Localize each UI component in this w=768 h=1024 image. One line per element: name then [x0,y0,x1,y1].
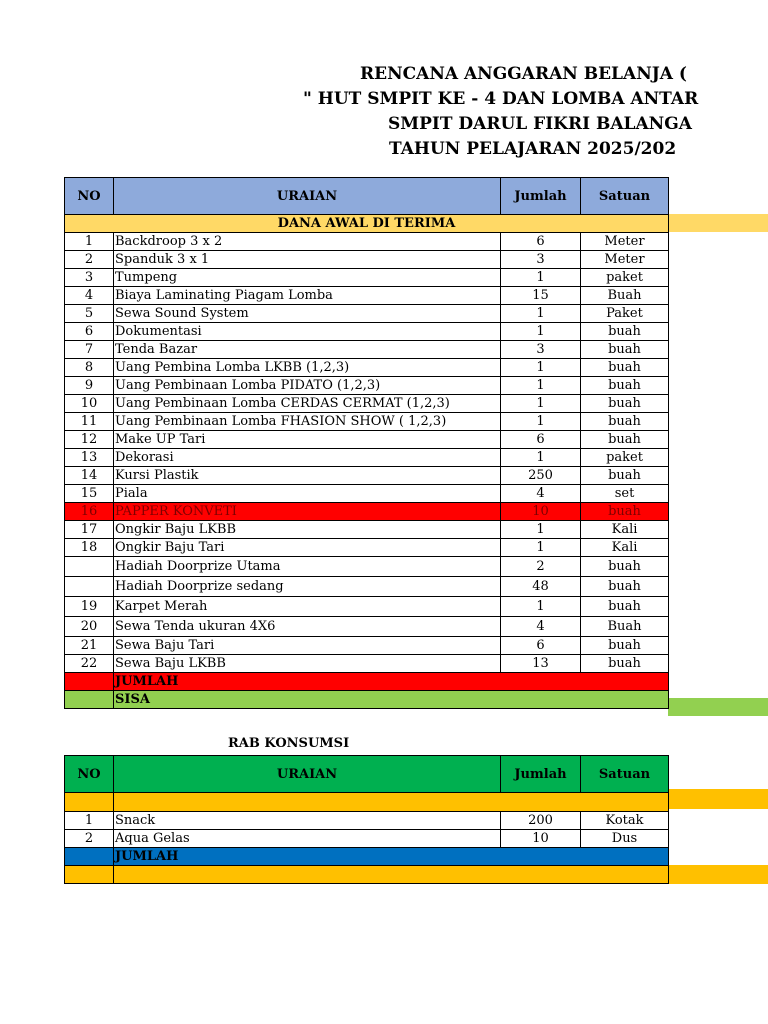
empty-cell [114,866,669,884]
row-jumlah: 4 [501,485,581,503]
jumlah-row [65,673,669,691]
row-no: 15 [65,485,114,503]
row-uraian: Hadiah Doorprize sedang [114,577,501,597]
row-no: 1 [65,812,114,830]
row-satuan: buah [581,413,669,431]
konsumsi-bottom-band-extension [668,865,768,884]
row-uraian: Make UP Tari [114,431,501,449]
row-uraian: Tenda Bazar [114,341,501,359]
row-no: 10 [65,395,114,413]
table-row [65,431,669,449]
row-satuan: set [581,485,669,503]
row-uraian: Dokumentasi [114,323,501,341]
row-no: 6 [65,323,114,341]
table-row [65,597,669,617]
row-uraian: Tumpeng [114,269,501,287]
section-label: DANA AWAL DI TERIMA [65,215,669,233]
row-satuan: buah [581,577,669,597]
row-satuan: buah [581,503,669,521]
row-uraian: Uang Pembinaan Lomba CERDAS CERMAT (1,2,3) [114,395,501,413]
row-uraian: Uang Pembinaan Lomba FHASION SHOW ( 1,2,3) [114,413,501,431]
row-jumlah: 1 [501,449,581,467]
row-jumlah: 1 [501,305,581,323]
row-jumlah: 6 [501,233,581,251]
row-jumlah: 250 [501,467,581,485]
section-band-extension [668,214,768,232]
row-satuan: Meter [581,233,669,251]
row-satuan: buah [581,377,669,395]
budget-table [64,177,669,709]
row-no: 20 [65,617,114,637]
row-satuan: buah [581,323,669,341]
row-uraian: Kursi Plastik [114,467,501,485]
table-row [65,655,669,673]
konsumsi-title: RAB KONSUMSI [228,736,350,751]
table-row [65,812,669,830]
row-satuan: paket [581,449,669,467]
header-uraian: URAIAN [114,756,501,793]
row-jumlah: 4 [501,617,581,637]
row-uraian: Spanduk 3 x 1 [114,251,501,269]
row-no: 22 [65,655,114,673]
table-row [65,305,669,323]
row-no: 21 [65,637,114,655]
table-row [65,449,669,467]
row-no: 2 [65,830,114,848]
row-uraian: PAPPER KONVETI [114,503,501,521]
row-uraian: Uang Pembinaan Lomba PIDATO (1,2,3) [114,377,501,395]
empty-cell [65,793,114,812]
table-row [65,467,669,485]
row-satuan: buah [581,467,669,485]
row-jumlah: 1 [501,521,581,539]
row-uraian: Sewa Sound System [114,305,501,323]
jumlah-label: JUMLAH [114,848,669,866]
row-no: 4 [65,287,114,305]
empty-cell [65,673,114,691]
row-jumlah: 1 [501,269,581,287]
empty-cell [65,691,114,709]
empty-cell [65,866,114,884]
row-no: 16 [65,503,114,521]
title-line-4: TAHUN PELAJARAN 2025/202 [389,139,677,159]
empty-cell [114,793,669,812]
row-no: 3 [65,269,114,287]
row-uraian: Sewa Tenda ukuran 4X6 [114,617,501,637]
header-satuan: Satuan [581,756,669,793]
table-row [65,539,669,557]
row-jumlah: 1 [501,395,581,413]
row-jumlah: 1 [501,377,581,395]
jumlah-label: JUMLAH [114,673,669,691]
konsumsi-table [64,755,669,884]
row-uraian: Sewa Baju LKBB [114,655,501,673]
row-jumlah: 3 [501,251,581,269]
row-jumlah: 48 [501,577,581,597]
konsumsi-bottom-row [65,866,669,884]
table-row [65,323,669,341]
row-uraian: Ongkir Baju Tari [114,539,501,557]
row-satuan: Kali [581,521,669,539]
table-row [65,251,669,269]
row-uraian: Hadiah Doorprize Utama [114,557,501,577]
sisa-band-extension [668,698,768,716]
table-row [65,395,669,413]
table-row [65,503,669,521]
table-row [65,359,669,377]
table-row [65,287,669,305]
row-uraian: Sewa Baju Tari [114,637,501,655]
row-no [65,577,114,597]
row-jumlah: 200 [501,812,581,830]
table-row [65,233,669,251]
row-satuan: buah [581,597,669,617]
row-jumlah: 1 [501,597,581,617]
header-uraian: URAIAN [114,178,501,215]
table-row [65,341,669,359]
row-jumlah: 10 [501,503,581,521]
row-satuan: Paket [581,305,669,323]
row-satuan: buah [581,359,669,377]
row-no: 17 [65,521,114,539]
table-row [65,617,669,637]
row-jumlah: 1 [501,539,581,557]
row-no: 12 [65,431,114,449]
header-no: NO [65,756,114,793]
row-satuan: Dus [581,830,669,848]
row-no [65,557,114,577]
row-jumlah: 1 [501,413,581,431]
row-jumlah: 3 [501,341,581,359]
title-line-1: RENCANA ANGGARAN BELANJA ( [360,64,687,84]
row-jumlah: 2 [501,557,581,577]
row-jumlah: 6 [501,637,581,655]
row-uraian: Ongkir Baju LKBB [114,521,501,539]
row-no: 8 [65,359,114,377]
row-satuan: Buah [581,617,669,637]
empty-cell [65,848,114,866]
konsumsi-table-header [65,756,669,793]
row-jumlah: 1 [501,359,581,377]
row-no: 5 [65,305,114,323]
table-row [65,485,669,503]
row-jumlah: 6 [501,431,581,449]
konsumsi-section-row [65,793,669,812]
table-row [65,377,669,395]
row-no: 9 [65,377,114,395]
row-jumlah: 15 [501,287,581,305]
row-no: 14 [65,467,114,485]
row-uraian: Backdroop 3 x 2 [114,233,501,251]
row-no: 2 [65,251,114,269]
header-no: NO [65,178,114,215]
table-row [65,269,669,287]
konsumsi-jumlah-row [65,848,669,866]
row-satuan: buah [581,655,669,673]
row-no: 1 [65,233,114,251]
row-satuan: buah [581,557,669,577]
table-row [65,521,669,539]
row-jumlah: 10 [501,830,581,848]
row-satuan: buah [581,637,669,655]
row-no: 19 [65,597,114,617]
header-satuan: Satuan [581,178,669,215]
row-no: 13 [65,449,114,467]
row-satuan: Buah [581,287,669,305]
row-uraian: Uang Pembina Lomba LKBB (1,2,3) [114,359,501,377]
sisa-row [65,691,669,709]
row-satuan: paket [581,269,669,287]
section-row [65,215,669,233]
konsumsi-section-band-extension [668,789,768,809]
row-uraian: Biaya Laminating Piagam Lomba [114,287,501,305]
row-jumlah: 13 [501,655,581,673]
title-line-2: " HUT SMPIT KE - 4 DAN LOMBA ANTAR [303,89,699,109]
row-no: 11 [65,413,114,431]
row-satuan: Meter [581,251,669,269]
row-uraian: Dekorasi [114,449,501,467]
row-uraian: Snack [114,812,501,830]
row-satuan: Kotak [581,812,669,830]
row-jumlah: 1 [501,323,581,341]
table-row [65,830,669,848]
row-no: 18 [65,539,114,557]
budget-table-header [65,178,669,215]
title-line-3: SMPIT DARUL FIKRI BALANGA [388,114,692,134]
row-satuan: Kali [581,539,669,557]
table-row [65,413,669,431]
row-satuan: buah [581,341,669,359]
table-row [65,557,669,577]
header-jumlah: Jumlah [501,178,581,215]
header-jumlah: Jumlah [501,756,581,793]
row-uraian: Piala [114,485,501,503]
row-uraian: Aqua Gelas [114,830,501,848]
sisa-label: SISA [114,691,669,709]
row-satuan: buah [581,395,669,413]
table-row [65,577,669,597]
table-row [65,637,669,655]
row-uraian: Karpet Merah [114,597,501,617]
row-satuan: buah [581,431,669,449]
row-no: 7 [65,341,114,359]
